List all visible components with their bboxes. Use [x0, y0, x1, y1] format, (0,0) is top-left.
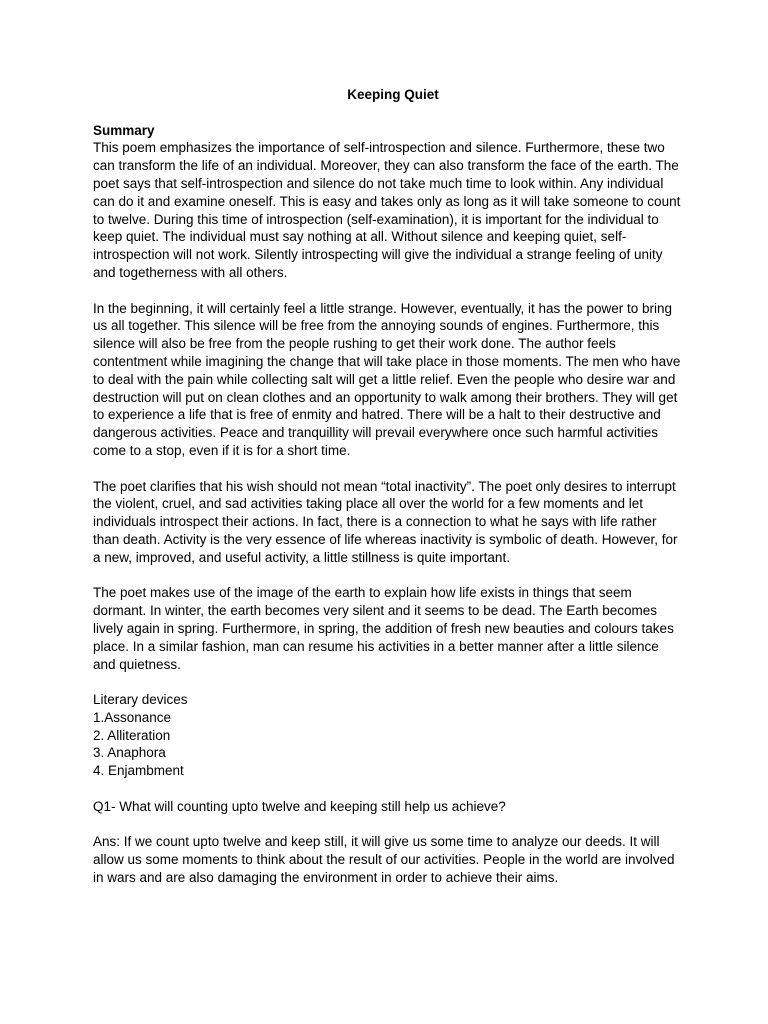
summary-paragraph-1: This poem emphasizes the importance of self-introspection and silence. Furthermore, these two can transform the life of an individual. Moreover, they can also transform the face of the earth. The poet says that self-introspection and silence do not take much time to look within. Any individual can do it and examine oneself. This is easy and takes only as long as it will take someone to count to twelve. During this time of introspection (self-examination), it is important for the individual to keep quiet. The individual must say nothing at all. Without silence and keeping quiet, self-introspection will not work. Silently introspecting will give the individual a strange feeling of unity and togetherness with all others.: [93, 140, 681, 280]
summary-paragraph-4: The poet makes use of the image of the earth to explain how life exists in things that seem dormant. In winter, the earth becomes very silent and it seems to be dead. The Earth becomes lively again in spring. Furthermore, in spring, the addition of fresh new beauties and colours takes place. In a similar fashion, man can resume his activities in a better manner after a little silence and quietness.: [93, 585, 674, 672]
literary-devices-heading: Literary devices: [93, 692, 188, 708]
summary-heading: Summary: [93, 122, 155, 138]
summary-paragraph-3: The poet clarifies that his wish should not mean “total inactivity”. The poet only desires to interrupt the violent, cruel, and sad activities taking place all over the world for a few moments and let individuals introspect their actions. In fact, there is a connection to what he says with life rather than death. Activity is the very essence of life whereas inactivity is symbolic of death. However, for a new, improved, and useful activity, a little stillness is quite important.: [93, 478, 678, 565]
document-title: Keeping Quiet: [347, 87, 439, 102]
summary-paragraph-2: In the beginning, it will certainly feel a little strange. However, eventually, it has the power to bring us all together. This silence will be free from the annoying sounds of engines. Furthermore, this silence will also be free from the people rushing to get their work done. The author feels contentment while imagining the change that will take place in those moments. The men who have to deal with the pain while collecting salt will get a little relief. Even the people who desire war and destruction will put on clean clothes and an opportunity to walk among their brothers. They will get to experience a life that is free of enmity and hatred. There will be a halt to their destructive and dangerous activities. Peace and tranquillity will prevail everywhere once such harmful activities come to a stop, even if it is for a short time.: [93, 300, 681, 458]
list-item: 3. Anaphora: [93, 745, 166, 761]
literary-devices-list: [93, 691, 683, 780]
list-item: 2. Alliteration: [93, 727, 171, 743]
list-item: 1.Assonance: [93, 709, 172, 725]
document-page: [93, 86, 683, 905]
question-text: Q1- What will counting upto twelve and keeping still help us achieve?: [93, 798, 506, 814]
answer-text: Ans: If we count upto twelve and keep still, it will give us some time to analyze our deeds. It will allow us some moments to think about the result of our activities. People in the world are involved in wars and are also damaging the environment in order to achieve their aims.: [93, 834, 675, 886]
list-item: 4. Enjambment: [93, 763, 184, 779]
